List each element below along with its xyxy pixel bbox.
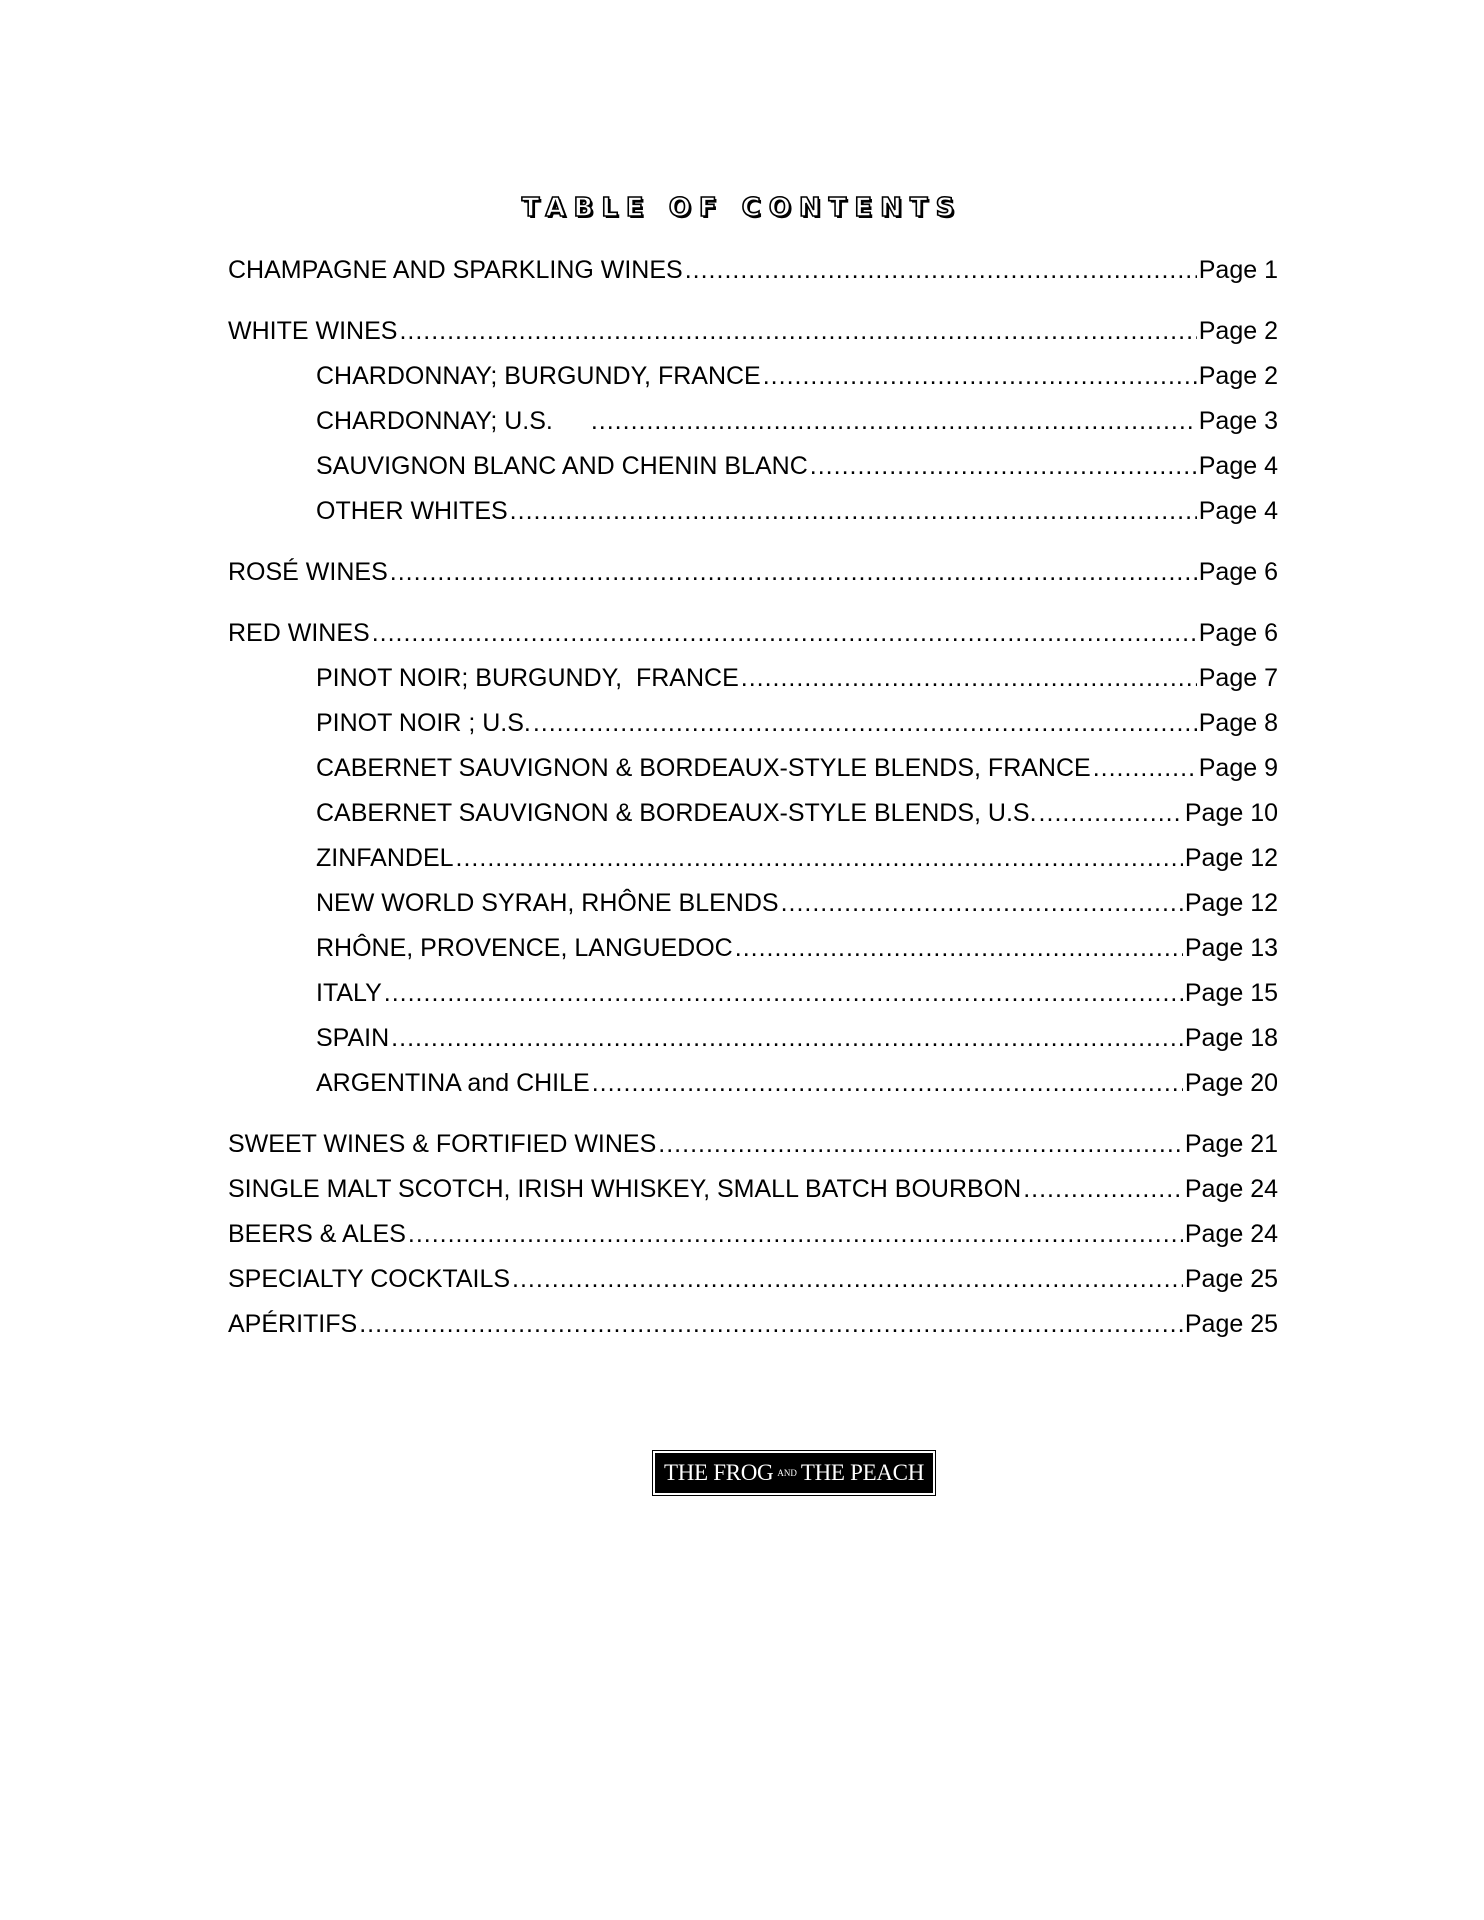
toc-entry-page: Page 12 [1184,889,1278,917]
toc-entry-label: ARGENTINA and CHILE [316,1069,590,1097]
toc-entry-page: Page 13 [1184,934,1278,962]
toc-entry [228,1212,1278,1257]
logo-text-left: THE FROG [663,1460,774,1485]
toc-entry-label: CHAMPAGNE AND SPARKLING WINES [228,256,683,284]
dot-leader [359,1302,1183,1347]
dot-leader [456,836,1183,881]
toc-entry [228,1167,1278,1212]
dot-leader [685,248,1197,293]
dot-leader [390,550,1197,595]
dot-leader [763,354,1197,399]
toc-entry-page: Page 25 [1184,1265,1278,1293]
dot-leader [533,701,1197,746]
dot-leader [735,926,1183,971]
dot-leader [781,881,1183,926]
dot-leader [372,611,1197,656]
dot-leader [591,399,1197,444]
toc-entry-label: ITALY [316,979,382,1007]
dot-leader [1023,1167,1183,1212]
toc-entry [228,309,1278,354]
dot-leader [658,1122,1183,1167]
toc-entry [228,1257,1278,1302]
dot-leader [1039,791,1183,836]
dot-leader [510,489,1197,534]
toc-entry-label: BEERS & ALES [228,1220,406,1248]
toc-subentry [228,1061,1278,1106]
toc-entry-label: ROSÉ WINES [228,558,388,586]
dot-leader [384,971,1183,1016]
toc-entry-label: CABERNET SAUVIGNON & BORDEAUX-STYLE BLENDS, U.S. [316,799,1037,827]
toc-entry [228,1122,1278,1167]
toc-entry-label: CHARDONNAY; BURGUNDY, FRANCE [316,362,761,390]
toc-entry-page: Page 25 [1184,1310,1278,1338]
toc-entry-page: Page 2 [1198,362,1278,390]
dot-leader [592,1061,1183,1106]
table-of-contents [228,248,1278,1347]
dot-leader [741,656,1197,701]
toc-entry-page: Page 10 [1184,799,1278,827]
toc-entry [228,611,1278,656]
toc-entry [228,248,1278,293]
toc-entry-page: Page 24 [1184,1220,1278,1248]
toc-entry-page: Page 20 [1184,1069,1278,1097]
toc-entry-label: SPAIN [316,1024,390,1052]
toc-entry-page: Page 21 [1184,1130,1278,1158]
page-title: TABLE OF CONTENTS [521,193,963,223]
toc-entry-label: OTHER WHITES [316,497,508,525]
toc-subentry [228,701,1278,746]
toc-entry-page: Page 12 [1184,844,1278,872]
toc-subentry [228,971,1278,1016]
toc-subentry [228,399,1278,444]
toc-entry-label: CABERNET SAUVIGNON & BORDEAUX-STYLE BLENDS, FRANCE [316,754,1091,782]
toc-entry-page: Page 1 [1198,256,1278,284]
toc-entry-page: Page 15 [1184,979,1278,1007]
toc-entry-page: Page 18 [1184,1024,1278,1052]
toc-entry-page: Page 8 [1198,709,1278,737]
toc-subentry [228,656,1278,701]
toc-entry [228,550,1278,595]
toc-subentry [228,881,1278,926]
toc-entry-label: RHÔNE, PROVENCE, LANGUEDOC [316,934,733,962]
toc-subentry [228,836,1278,881]
toc-entry-label: SINGLE MALT SCOTCH, IRISH WHISKEY, SMALL BATCH BOURBON [228,1175,1022,1203]
toc-entry-page: Page 6 [1198,619,1278,647]
toc-entry-label: WHITE WINES [228,317,398,345]
logo-text-right: THE PEACH [800,1460,925,1485]
dot-leader [810,444,1197,489]
dot-leader [1093,746,1197,791]
toc-entry-page: Page 2 [1198,317,1278,345]
toc-entry-page: Page 4 [1198,452,1278,480]
toc-entry-label: CHARDONNAY; U.S. [316,407,553,435]
toc-entry-page: Page 6 [1198,558,1278,586]
toc-subentry [228,746,1278,791]
restaurant-logo [655,1453,933,1493]
toc-entry-label: NEW WORLD SYRAH, RHÔNE BLENDS [316,889,779,917]
toc-subentry [228,791,1278,836]
toc-entry-label: SWEET WINES & FORTIFIED WINES [228,1130,657,1158]
toc-subentry [228,489,1278,534]
toc-entry-label: PINOT NOIR ; U.S. [316,709,531,737]
toc-entry-label: SPECIALTY COCKTAILS [228,1265,511,1293]
toc-entry-label: SAUVIGNON BLANC AND CHENIN BLANC [316,452,808,480]
toc-entry-page: Page 9 [1198,754,1278,782]
toc-entry-page: Page 4 [1198,497,1278,525]
dot-leader [408,1212,1183,1257]
toc-subentry [228,926,1278,971]
toc-entry [228,1302,1278,1347]
toc-entry-page: Page 3 [1198,407,1278,435]
dot-leader [512,1257,1183,1302]
toc-entry-page: Page 7 [1198,664,1278,692]
toc-entry-label: ZINFANDEL [316,844,454,872]
toc-subentry [228,444,1278,489]
toc-entry-page: Page 24 [1184,1175,1278,1203]
toc-entry-label: APÉRITIFS [228,1310,358,1338]
dot-leader [399,309,1196,354]
toc-subentry [228,354,1278,399]
dot-leader [391,1016,1183,1061]
toc-entry-label: PINOT NOIR; BURGUNDY, FRANCE [316,664,739,692]
logo-text-and: AND [777,1468,797,1478]
toc-subentry [228,1016,1278,1061]
toc-entry-label: RED WINES [228,619,370,647]
